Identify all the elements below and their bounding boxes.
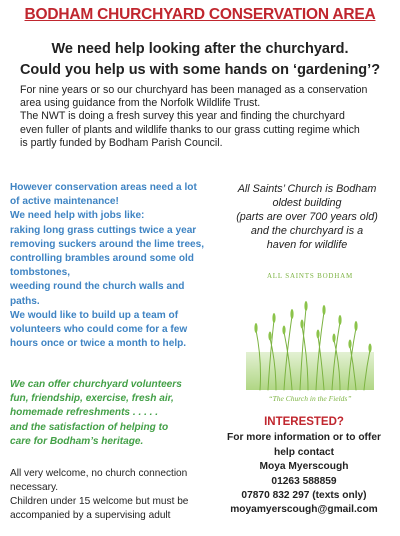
contact-email: moyamyerscough@gmail.com [230,504,378,516]
logo-caption: “The Church in the Fields” [268,394,352,403]
welcome-line: necessary. [10,482,59,493]
grass-field-illustration [240,280,380,394]
intro-paragraph [20,84,388,150]
maintenance-line: controlling brambles around some old [10,253,194,265]
quote-line: and the churchyard is a [250,225,364,237]
maintenance-line: However conservation areas need a lot [10,182,197,193]
maintenance-line: We need help with jobs like: [10,210,145,222]
maintenance-line: removing suckers around the lime trees, [10,238,205,250]
quote-line: haven for wildlife [266,239,348,251]
offer-line: homemade refreshments . . . . . [10,407,159,419]
quote-line: oldest building [272,197,342,209]
offer-line: We can offer churchyard volunteers [10,379,182,390]
offer-line: fun, friendship, exercise, fresh air, [10,393,174,405]
maintenance-line: hours once or twice a month to help. [10,338,187,350]
quote-line: (parts are over 700 years old) [236,211,378,223]
contact-name: Moya Myerscough [259,461,349,473]
maintenance-line: raking long grass cuttings twice a year [10,224,197,236]
contact-mobile: 07870 832 297 (texts only) [241,490,367,502]
contact-section [212,415,396,518]
maintenance-line: weeding round the church walls and [10,281,185,293]
welcome-line: accompanied by a supervising adult [10,510,171,521]
intro-line: The NWT is doing a fresh survey this year and finding the churchyard [20,110,345,123]
intro-line: For nine years or so our churchyard has been managed as a conservation [20,84,368,96]
maintenance-line: of active maintenance! [10,196,119,208]
welcome-note [10,467,225,523]
maintenance-line: tombstones, [10,267,71,279]
intro-line: area using guidance from the Norfolk Wildlife Trust. [20,97,261,110]
intro-line: is partly funded by Bodham Parish Council. [20,136,223,149]
contact-phone: 01263 588859 [271,475,337,487]
contact-line: For more information or to offer [227,432,381,444]
offer-line: care for Bodham’s heritage. [10,435,144,447]
church-logo [240,268,380,410]
maintenance-line: volunteers who could come for a few [10,324,188,336]
subtitle-gardening: Could you help us with some hands on ‘gardening’? [19,62,381,78]
contact-heading: INTERESTED? [264,416,344,428]
maintenance-line: paths. [10,295,40,307]
volunteer-offer [10,378,225,449]
church-quote [222,182,392,252]
maintenance-line: We would like to build up a team of [10,309,179,321]
maintenance-section [10,181,225,351]
welcome-line: Children under 15 welcome but must be [10,496,189,507]
offer-line: and the satisfaction of helping to [10,421,169,433]
quote-line: All Saints’ Church is Bodham [237,183,377,195]
logo-title: ALL SAINTS BODHAM [266,272,354,280]
subtitle-help: We need help looking after the churchyard. [51,41,349,57]
intro-line: even fuller of plants and wildlife thanks to our grass cutting regime which [20,123,360,136]
welcome-line: All very welcome, no church connection [10,468,188,479]
flyer-title: BODHAM CHURCHYARD CONSERVATION AREA [24,6,376,23]
contact-line: help contact [273,446,334,458]
